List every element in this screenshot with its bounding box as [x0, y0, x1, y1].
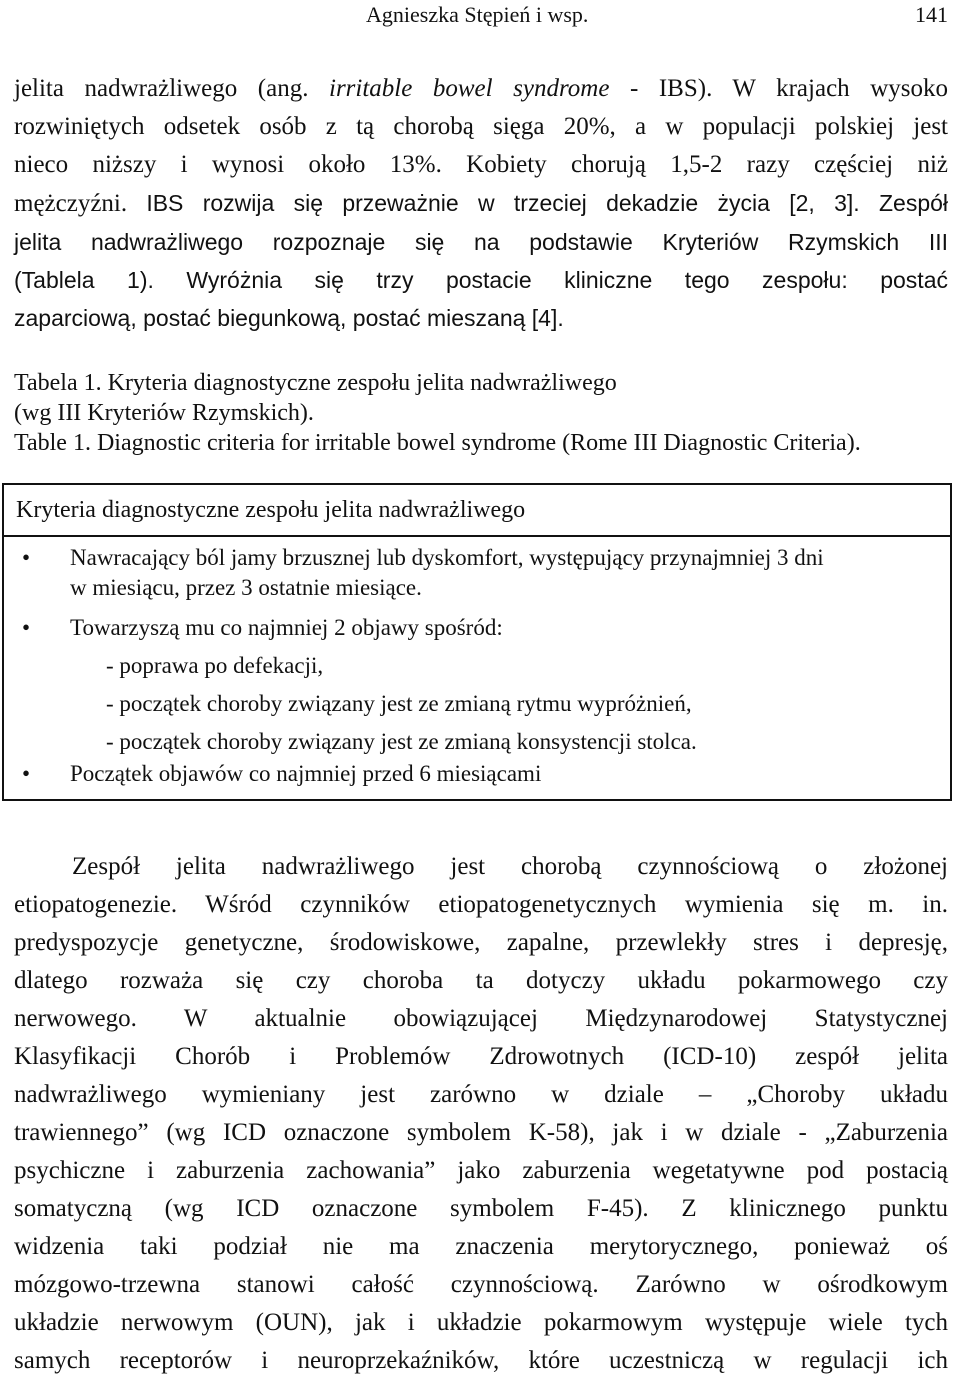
- intro-paragraph: [14, 70, 948, 337]
- body-line: dlatego rozważa się czy choroba ta dotyczy układu pokarmowego czy: [14, 967, 948, 994]
- body-line: samych receptorów i neuroprzekaźników, które uczestniczą w regulacji ich: [14, 1347, 948, 1374]
- criteria-item: [4, 609, 950, 759]
- intro-line: nieco niższy i wynosi około 13%. Kobiety chorują 1,5-2 razy częściej niż: [14, 151, 948, 178]
- bullet-mark: •: [22, 545, 31, 570]
- criteria-table: [2, 483, 952, 801]
- criteria-subitem: - początek choroby związany jest ze zmianą konsystencji stolca.: [106, 729, 697, 754]
- body-line: psychiczne i zaburzenia zachowania” jako zaburzenia wegetatywne pod postacią: [14, 1157, 948, 1184]
- body-line: Klasyfikacji Chorób i Problemów Zdrowotnych (ICD-10) zespół jelita: [14, 1043, 948, 1070]
- term-emphasis: irritable bowel syndrome: [329, 75, 610, 102]
- intro-line: [14, 184, 948, 223]
- criteria-table-header: Kryteria diagnostyczne zespołu jelita nadwrażliwego: [4, 485, 950, 537]
- text-run: - IBS). W krajach wysoko: [609, 75, 948, 102]
- intro-line: rozwiniętych odsetek osób z tą chorobą sięga 20%, a w populacji polskiej jest: [14, 113, 948, 140]
- intro-line: [14, 70, 948, 108]
- criteria-text: w miesiącu, przez 3 ostatnie miesiące.: [70, 575, 422, 600]
- criteria-item: [4, 543, 950, 609]
- body-line: układzie nerwowym (OUN), jak i układzie pokarmowym występuje wiele tych: [14, 1309, 948, 1336]
- bullet-mark: •: [22, 615, 31, 640]
- body-line: somatyczną (wg ICD oznaczone symbolem F-45). Z klinicznego punktu: [14, 1195, 948, 1222]
- criteria-text: Nawracający ból jamy brzusznej lub dyskomfort, występujący przynajmniej 3 dni: [70, 545, 824, 570]
- criteria-text: Towarzyszą mu co najmniej 2 objawy spośród:: [70, 615, 503, 640]
- bullet-mark: •: [22, 761, 31, 786]
- body-line: trawiennego” (wg ICD oznaczone symbolem K-58), jak i w dziale - „Zaburzenia: [14, 1119, 948, 1146]
- body-line: mózgowo-trzewna stanowi całość czynnościową. Zarówno w ośrodkowym: [14, 1271, 948, 1298]
- body-line: widzenia taki podział nie ma znaczenia merytorycznego, ponieważ oś: [14, 1233, 948, 1260]
- criteria-text: Początek objawów co najmniej przed 6 miesiącami: [70, 761, 542, 786]
- body-line: nadwrażliwego wymieniany jest zarówno w dziale – „Choroby układu: [14, 1081, 948, 1108]
- body-line: predyspozycje genetyczne, środowiskowe, zapalne, przewlekły stres i depresję,: [14, 929, 948, 956]
- intro-line: (Tablela 1). Wyróżnia się trzy postacie kliniczne tego zespołu: postać: [14, 267, 948, 293]
- body-line: nerwowego. W aktualnie obowiązującej Międzynarodowej Statystycznej: [14, 1005, 948, 1032]
- criteria-subitem: - poprawa po defekacji,: [106, 653, 324, 678]
- text-run: IBS rozwija się przeważnie w trzeciej dekadzie życia [2, 3]. Zespół: [146, 190, 949, 216]
- intro-line: zaparciową, postać biegunkową, postać mieszaną [4].: [14, 305, 564, 331]
- criteria-item: [4, 759, 950, 789]
- page-number: 141: [915, 2, 948, 27]
- criteria-list: [4, 543, 950, 789]
- body-paragraph: [14, 848, 948, 1380]
- text-run: mężczyźni.: [14, 190, 147, 217]
- body-line: Zespół jelita nadwrażliwego jest chorobą czynnościową o złożonej: [72, 853, 948, 880]
- table-caption: [14, 368, 948, 458]
- caption-line-pl: Tabela 1. Kryteria diagnostyczne zespołu jelita nadwrażliwego: [14, 370, 617, 396]
- criteria-subitem: - początek choroby związany jest ze zmianą rytmu wypróżnień,: [106, 691, 692, 716]
- text-run: jelita nadwrażliwego (ang.: [14, 75, 329, 102]
- caption-line-pl-2: (wg III Kryteriów Rzymskich).: [14, 400, 314, 426]
- intro-line: jelita nadwrażliwego rozpoznaje się na podstawie Kryteriów Rzymskich III: [14, 229, 948, 255]
- running-head-authors: Agnieszka Stępień i wsp.: [366, 2, 589, 27]
- running-head: [366, 0, 948, 30]
- caption-line-en: Table 1. Diagnostic criteria for irritable bowel syndrome (Rome III Diagnostic Criteria).: [14, 430, 861, 456]
- body-line: etiopatogenezie. Wśród czynników etiopatogenetycznych wymienia się m. in.: [14, 891, 948, 918]
